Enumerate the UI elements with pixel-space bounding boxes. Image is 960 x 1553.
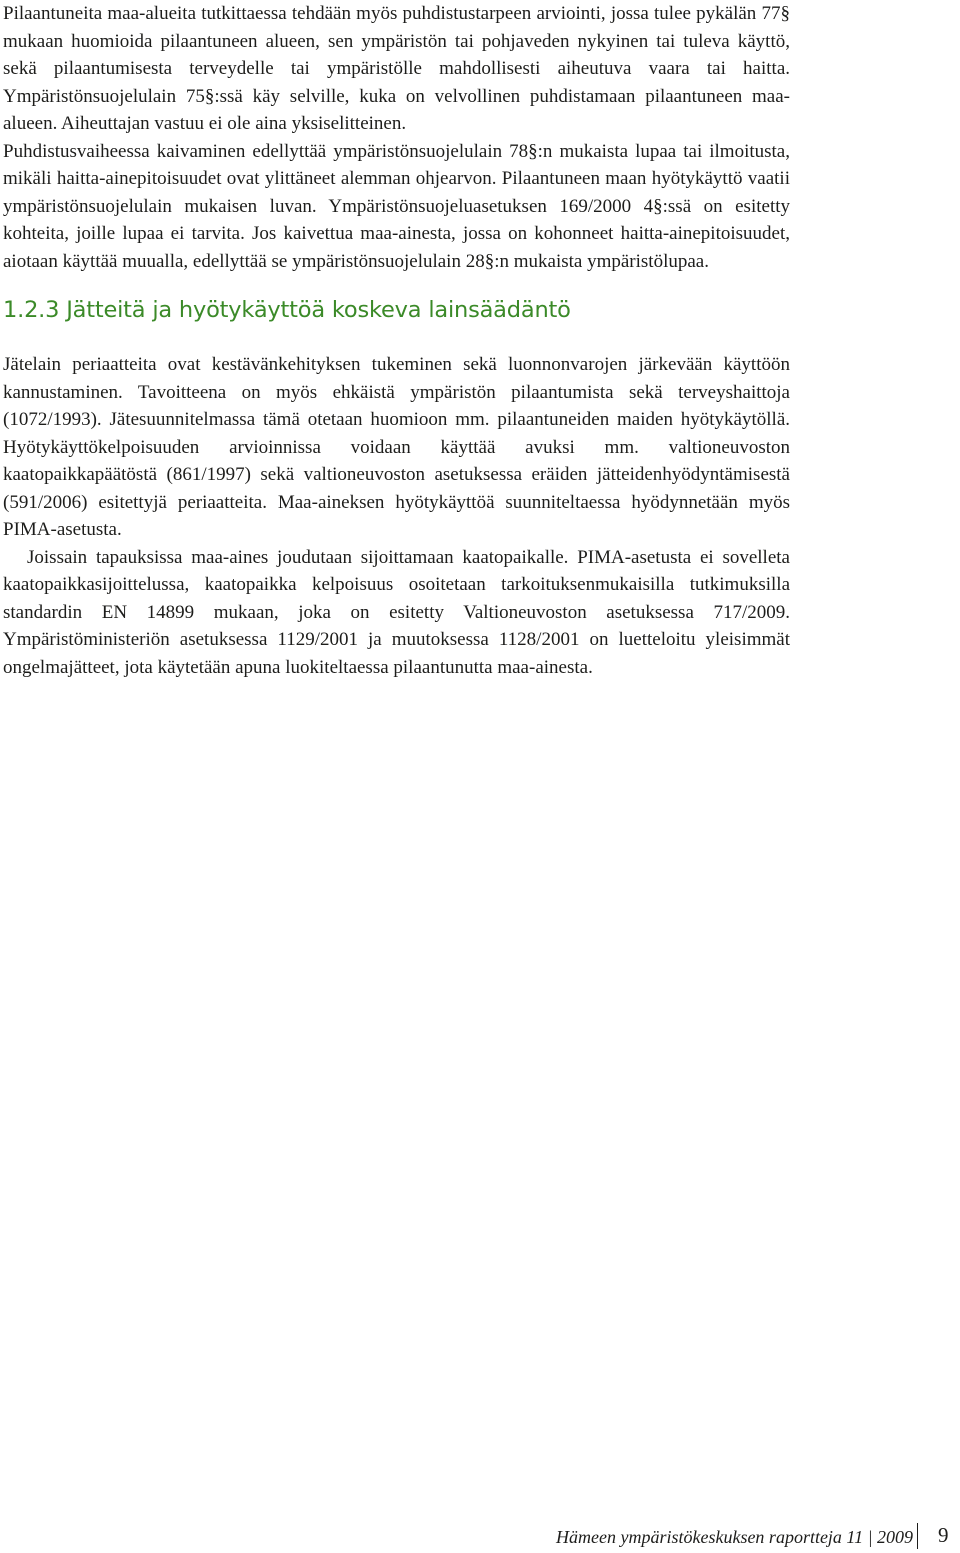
spacer <box>3 325 790 351</box>
section-heading: 1.2.3 Jätteitä ja hyötykäyttöä koskeva lainsäädäntö <box>3 297 571 323</box>
page-content <box>3 0 790 681</box>
body-paragraph-2: Puhdistusvaiheessa kaivaminen edellyttää ympäristönsuojelulain 78§:n mukaista lupaa tai ilmoitusta, mikäli haitta-ainepitoisuudet ovat ylittäneet alemman ohjearvon. Pilaantuneen maan hyötykäyttö vaatii ympäristönsuojelulain mukaisen luvan. Ympäristönsuojeluasetuksen 169/2000 4§:ssä on esitetty kohteita, joille lupaa ei tarvita. Jos kaivettua maa-ainesta, jossa on kohonneet haitta-ainepitoisuudet, aiotaan käyttää muualla, edellyttää se ympäristönsuojelulain 28§:n mukaista ympäristölupaa. <box>3 140 790 272</box>
page-footer <box>0 1523 960 1553</box>
page-number: 9 <box>938 1523 949 1547</box>
section-paragraph-1: Jätelain periaatteita ovat kestävänkehityksen tukeminen sekä luonnonvarojen järkevään käyttöön kannustaminen. Tavoitteena on myös ehkäistä ympäristön pilaantumista sekä terveyshaittoja (1072/1993). Jätesuunnitelmassa tämä otetaan huomioon mm. pilaantuneiden maiden hyötykäytöllä. Hyötykäyttökelpoisuuden arvioinnissa voidaan käyttää avuksi mm. valtioneuvoston kaatopaikkapäätöstä (861/1997) sekä valtioneuvoston asetuksessa eräiden jätteidenhyödyntämisestä (591/2006) esitettyjä periaatteita. Maa-aineksen hyötykäyttöä suunniteltaessa hyödynnetään myös PIMA-asetusta. <box>3 354 790 540</box>
body-paragraph-1: Pilaantuneita maa-alueita tutkittaessa tehdään myös puhdistustarpeen arviointi, jossa tulee pykälän 77§ mukaan huomioida pilaantuneen alueen, sen ympäristön tai pohjaveden nykyinen tai tuleva käyttö, sekä pilaantumisesta terveydelle tai ympäristölle mahdollisesti aiheutuva vaara tai haitta. Ympäristönsuojelulain 75§:ssä käy selville, kuka on velvollinen puhdistamaan pilaantuneen maa-alueen. Aiheuttajan vastuu ei ole aina yksiselitteinen. <box>3 3 790 134</box>
footer-publication: Hämeen ympäristökeskuksen raportteja 11 | 2009 <box>556 1527 914 1547</box>
section-paragraph-2: Joissain tapauksissa maa-aines joudutaan sijoittamaan kaatopaikalle. PIMA-asetusta ei sovelleta kaatopaikkasijoittelussa, kaatopaikka kelpoisuus osoitetaan tarkoituksenmukaisilla tutkimuksilla standardin EN 14899 mukaan, joka on esitetty Valtioneuvoston asetuksessa 717/2009. Ympäristöministeriön asetuksessa 1129/2001 ja muutoksessa 1128/2001 on luetteloitu yleisimmät ongelmajätteet, jota käytetään apuna luokiteltaessa pilaantunutta maa-ainesta. <box>3 546 790 678</box>
footer-divider <box>917 1523 918 1549</box>
spacer <box>3 275 790 295</box>
